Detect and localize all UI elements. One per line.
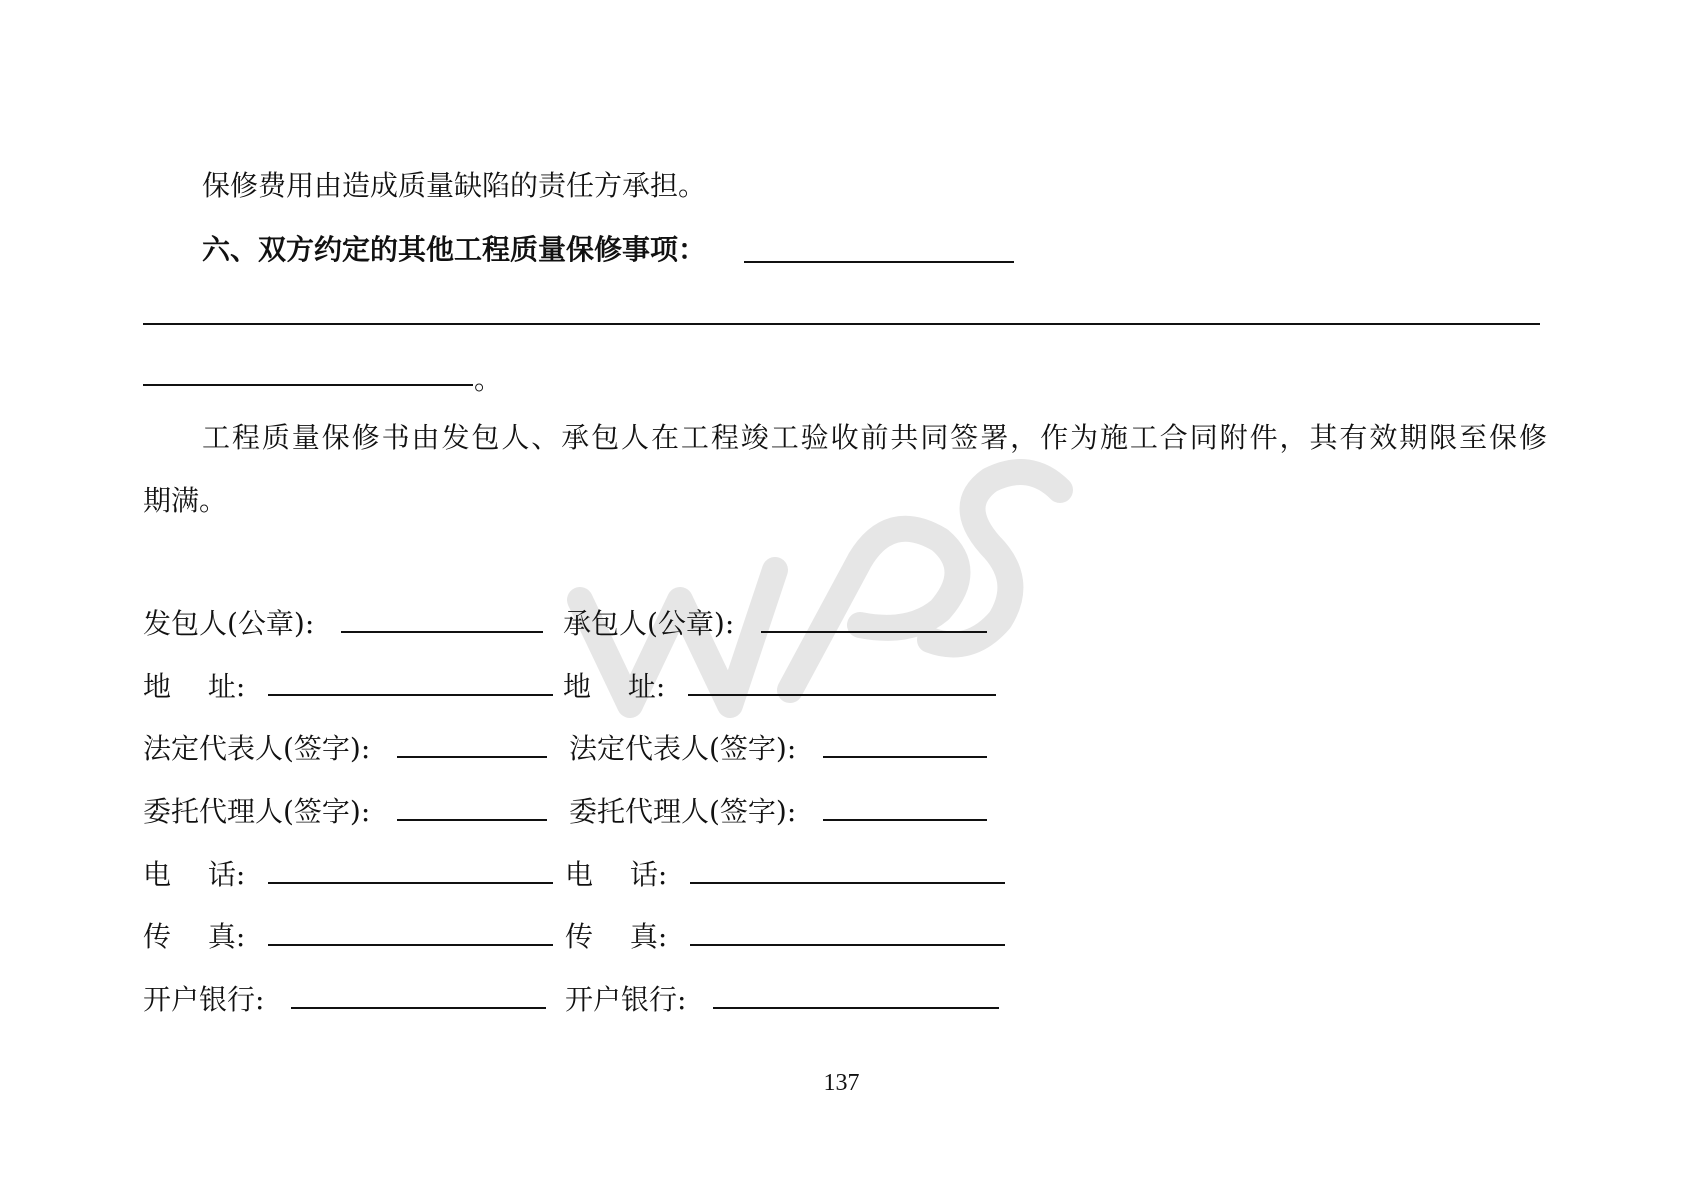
contractor-address-field[interactable] <box>688 668 996 696</box>
contractor-seal-field[interactable] <box>761 605 987 633</box>
blank-line-heading <box>744 261 1014 263</box>
employer-bank-field[interactable] <box>291 981 546 1009</box>
employer-fax-row <box>143 918 553 955</box>
contractor-agent-row <box>569 793 987 830</box>
contractor-fax-label: 传 真: <box>565 920 668 953</box>
contractor-seal-label: 承包人(公章): <box>563 607 735 640</box>
employer-legal-rep-field[interactable] <box>397 730 547 758</box>
contractor-bank-field[interactable] <box>713 981 999 1009</box>
employer-fax-field[interactable] <box>268 918 553 946</box>
employer-bank-row <box>143 981 546 1018</box>
contractor-legal-rep-field[interactable] <box>823 730 987 758</box>
employer-seal-row <box>143 605 543 642</box>
contractor-fax-row <box>565 918 1005 955</box>
paragraph-validity-line1: 工程质量保修书由发包人、承包人在工程竣工验收前共同签署，作为施工合同附件，其有效期限至保修 <box>202 421 1547 454</box>
employer-agent-label: 委托代理人(签字): <box>143 795 371 828</box>
contractor-legal-rep-label: 法定代表人(签字): <box>569 732 797 765</box>
contractor-address-label: 地 址: <box>563 670 666 703</box>
employer-agent-row <box>143 793 547 830</box>
section-heading-other-matters: 六、双方约定的其他工程质量保修事项： <box>202 233 707 266</box>
employer-phone-row <box>143 856 553 893</box>
employer-seal-label: 发包人(公章): <box>143 607 315 640</box>
contractor-phone-row <box>565 856 1005 893</box>
employer-phone-field[interactable] <box>268 856 553 884</box>
paragraph-warranty-cost: 保修费用由造成质量缺陷的责任方承担。 <box>202 169 707 202</box>
blank-line-full <box>143 323 1540 325</box>
employer-address-label: 地 址: <box>143 670 246 703</box>
employer-agent-field[interactable] <box>397 793 547 821</box>
contractor-fax-field[interactable] <box>690 918 1005 946</box>
contractor-phone-field[interactable] <box>690 856 1005 884</box>
contractor-legal-rep-row <box>569 730 987 767</box>
contractor-bank-label: 开户银行: <box>565 983 687 1016</box>
contractor-seal-row <box>563 605 987 642</box>
employer-legal-rep-row <box>143 730 547 767</box>
contractor-bank-row <box>565 981 999 1018</box>
employer-seal-field[interactable] <box>341 605 543 633</box>
blank-line-short <box>143 384 473 386</box>
paragraph-validity-line2: 期满。 <box>143 484 228 517</box>
employer-address-row <box>143 668 553 705</box>
contractor-agent-field[interactable] <box>823 793 987 821</box>
contractor-agent-label: 委托代理人(签字): <box>569 795 797 828</box>
employer-legal-rep-label: 法定代表人(签字): <box>143 732 371 765</box>
employer-fax-label: 传 真: <box>143 920 246 953</box>
contractor-address-row <box>563 668 996 705</box>
employer-phone-label: 电 话: <box>143 858 246 891</box>
employer-address-field[interactable] <box>268 668 553 696</box>
blank-line-period: 。 <box>474 363 503 396</box>
contractor-phone-label: 电 话: <box>565 858 668 891</box>
employer-bank-label: 开户银行: <box>143 983 265 1016</box>
page-number: 137 <box>823 1070 860 1096</box>
